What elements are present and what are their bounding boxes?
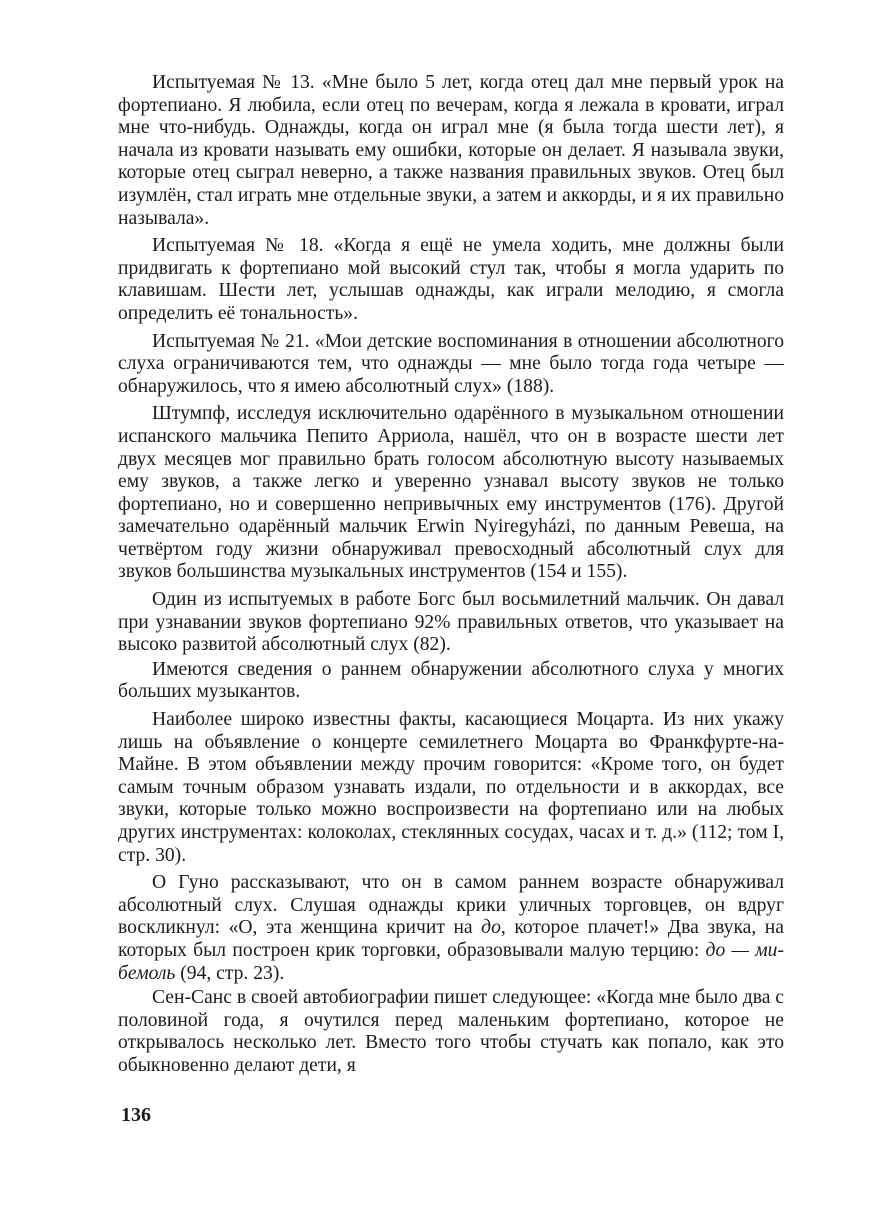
paragraph-musicians: Имеются сведения о раннем обнаружении абсолютного слуха у многих больших музыкантов.: [118, 658, 784, 703]
paragraph-stumpf: Штумпф, исследуя исключительно одарённого в музыкальном отношении испанского мальчика Пепито Арриола, нашёл, что он в возрасте шести лет двух месяцев мог правильно брать голосом абсолютную высоту называемых ему звуков, а также легко и уверенно узнавал высоту звуков не только фортепиано, но и совершенно непривычных ему инструментов (176). Другой замечательно одарённый мальчик Erwin Nyiregyházi, по данным Ревеша, на четвёртом году жизни обнаруживал превосходный абсолютный слух для звуков большинства музыкальных инструментов (154 и 155).: [118, 403, 784, 583]
paragraph-subject-18: Испытуемая № 18. «Когда я ещё не умела ходить, мне должны были придвигать к фортепиано мой высокий стул так, чтобы я могла ударить по клавишам. Шести лет, услышав однажды, как играли мелодию, я смогла определить её тональность».: [118, 235, 784, 324]
gounod-note-do: до: [481, 917, 501, 939]
page-number: 136: [121, 1104, 151, 1126]
paragraph-subject-21: Испытуемая № 21. «Мои детские воспоминания в отношении абсолютного слуха ограничиваются тем, что однажды — мне было тогда года четыре — обнаружилось, что я имею абсолютный слух» (188).: [118, 330, 784, 397]
page-body: [118, 72, 784, 1080]
paragraph-mozart: Наиболее широко известны факты, касающиеся Моцарта. Из них укажу лишь на объявление о концерте семилетнего Моцарта во Франкфурте-на-Майне. В этом объявлении между прочим говорится: «Кроме того, он будет самым точным образом узнавать издали, по отдельности и в аккордах, все звуки, которые только можно воспроизвести на фортепиано или на любых других инструментах: колоколах, стеклянных сосудах, часах и т. д.» (112; том I, стр. 30).: [118, 709, 784, 866]
gounod-text-middle: , которое плачет!» Два звука, на которых был построен крик торговки, образовывали малую терцию:: [118, 917, 784, 961]
gounod-text-after: (94, стр. 23).: [175, 962, 285, 984]
paragraph-gounod: [118, 872, 784, 985]
paragraph-subject-13: Испытуемая № 13. «Мне было 5 лет, когда отец дал мне первый урок на фортепиано. Я любила, если отец по вечерам, когда я лежала в кровати, играл мне что-нибудь. Однажды, когда он играл мне (я была тогда шести лет), я начала из кровати называть ему ошибки, которые он делает. Я называла звуки, которые отец сыграл неверно, а также названия правильных звуков. Отец был изумлён, стал играть мне отдельные звуки, а затем и аккорды, и я их правильно называла».: [118, 72, 784, 229]
gounod-text-before: О Гуно рассказывают, что он в самом раннем возрасте обнаруживал абсолютный слух. Слушая однажды крики уличных торговцев, он вдруг воскликнул: «О, эта женщина кричит на: [118, 872, 784, 939]
paragraph-saint-saens: Сен-Санс в своей автобиографии пишет следующее: «Когда мне было два с половиной года, я очутился перед маленьким фортепиано, которое не открывалось несколько лет. Вместо того чтобы стучать как попало, как это обыкновенно делают дети, я: [118, 987, 784, 1076]
paragraph-boggs: Один из испытуемых в работе Богс был восьмилетний мальчик. Он давал при узнавании звуков фортепиано 92% правильных ответов, что указывает на высоко развитой абсолютный слух (82).: [118, 589, 784, 656]
gounod-notes-interval: до — ми-бемоль: [118, 939, 784, 984]
